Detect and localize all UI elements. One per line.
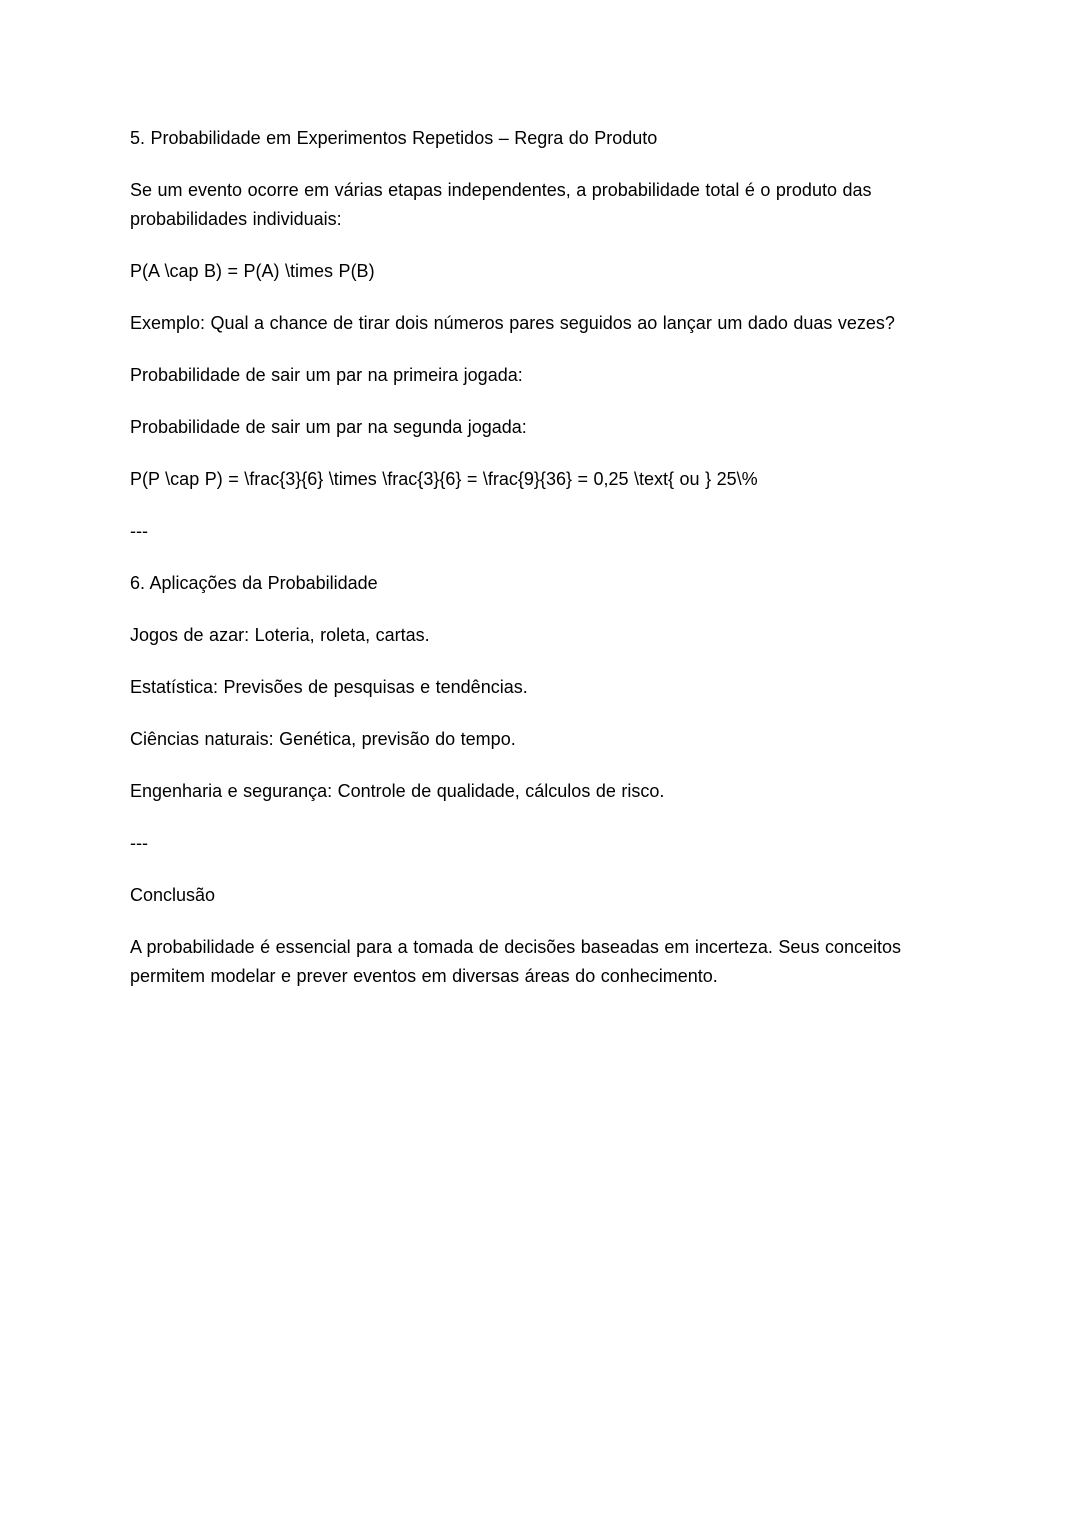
application-natural-sciences: Ciências naturais: Genética, previsão do tempo. (130, 729, 516, 749)
product-rule-description: Se um evento ocorre em várias etapas independentes, a probabilidade total é o produto das probabilidades individuais: (130, 180, 872, 229)
example-question: Exemplo: Qual a chance de tirar dois números pares seguidos ao lançar um dado duas vezes? (130, 313, 895, 333)
section-5-heading: 5. Probabilidade em Experimentos Repetidos – Regra do Produto (130, 128, 658, 148)
conclusion-paragraph: A probabilidade é essencial para a tomada de decisões baseadas em incerteza. Seus conceitos permitem modelar e prever eventos em diversas áreas do conhecimento. (130, 937, 901, 986)
second-roll-probability-label: Probabilidade de sair um par na segunda jogada: (130, 417, 527, 437)
conclusion-heading: Conclusão (130, 885, 216, 905)
divider-dashes: --- (130, 521, 148, 541)
combined-probability-formula: P(P \cap P) = \frac{3}{6} \times \frac{3}{6} = \frac{9}{36} = 0,25 \text{ ou } 25\% (130, 469, 758, 489)
application-statistics: Estatística: Previsões de pesquisas e tendências. (130, 677, 528, 697)
application-games: Jogos de azar: Loteria, roleta, cartas. (130, 625, 430, 645)
product-rule-formula: P(A \cap B) = P(A) \times P(B) (130, 261, 375, 281)
divider-dashes: --- (130, 833, 148, 853)
application-engineering: Engenharia e segurança: Controle de qualidade, cálculos de risco. (130, 781, 665, 801)
first-roll-probability-label: Probabilidade de sair um par na primeira jogada: (130, 365, 523, 385)
section-6-heading: 6. Aplicações da Probabilidade (130, 573, 378, 593)
